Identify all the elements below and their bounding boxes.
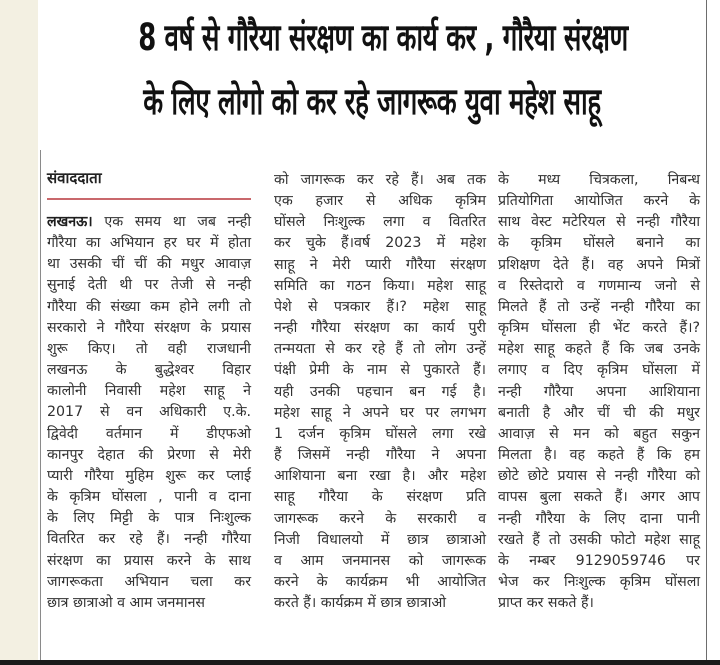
article-line: लगाए व दिए कृत्रिम घोंसला में bbox=[498, 362, 700, 379]
article-line: हैं जिसमें नन्ही गौरैया ने अपना bbox=[274, 447, 486, 464]
article-line: द्विवेदी वर्तमान में डीएफओ bbox=[47, 425, 251, 442]
headline-line-1: 8 वर्ष से गौरैया संरक्षण का कार्य कर , गौरैया संरक्षण bbox=[138, 16, 628, 59]
article-line: आवाज़ से मन को बहुत सकुन bbox=[498, 425, 700, 442]
article-line: था उसकी चीं चीं की मधुर आवाज़ bbox=[47, 256, 251, 273]
article-line bbox=[47, 212, 251, 233]
article-line: संरक्षण का प्रयास करने के साथ bbox=[47, 552, 251, 569]
article-line: कर चुके हैं।वर्ष 2023 में महेश bbox=[274, 235, 486, 252]
article-line: कालोनी निवासी महेश साहू ने bbox=[47, 383, 251, 400]
article-line: मिलता है। वह कहते हैं कि हम bbox=[498, 447, 700, 464]
headline-line-2: के लिए लोगो को कर रहे जागरूक युवा महेश साहू bbox=[143, 80, 601, 123]
article-line: व आम जनमानस को जागरूक bbox=[274, 552, 486, 569]
article-line: छात्र छात्राओ व आम जनमानस bbox=[47, 594, 206, 611]
article-line: लखनऊ के बुद्धेश्वर विहार bbox=[47, 362, 251, 379]
article-line: साहू ने मेरी प्यारी गौरैया संरक्षण bbox=[274, 256, 486, 273]
article-line: यही उनकी पहचान बन गई है। bbox=[274, 383, 486, 400]
article-line: के लिए मिट्टी के पात्र निःशुल्क bbox=[47, 510, 251, 527]
article-line: नन्ही गौरैया के लिए दाना पानी bbox=[498, 510, 700, 527]
article-line: कृत्रिम घोंसला ही भेंट करते हैं।? bbox=[498, 320, 700, 337]
page-margin-strip bbox=[0, 0, 38, 665]
article-line: पंक्षी प्रेमी के नाम से पुकारते हैं। bbox=[274, 362, 486, 379]
article-line: के कृत्रिम घोंसले बनाने का bbox=[498, 235, 700, 252]
dateline: लखनऊ। bbox=[47, 214, 93, 230]
article-line: व रिस्तेदारो व गणमान्य जनो से bbox=[498, 277, 700, 294]
article-line: 2017 से वन अधिकारी ए.के. bbox=[47, 404, 251, 421]
article-line: समिति का गठन किया। महेश साहू bbox=[274, 277, 486, 294]
article-line: के नम्बर 9129059746 पर bbox=[498, 552, 700, 569]
article-column-3 bbox=[498, 170, 700, 614]
article-line: को जागरूक कर रहे हैं। अब तक bbox=[274, 172, 486, 188]
article-column-1 bbox=[47, 212, 251, 614]
article-line: नन्ही गौरैया संरक्षण का कार्य पुरी bbox=[274, 320, 486, 337]
article-line: छोटे छोटे प्रयास से नन्ही गौरैया को bbox=[498, 468, 700, 485]
article-line: नन्ही गौरैया अपना आशियाना bbox=[498, 383, 700, 400]
byline: संवाददाता bbox=[47, 169, 102, 187]
article-line: जागरूक करने के सरकारी व bbox=[274, 510, 486, 527]
article-line: प्रशिक्षण देते हैं। वह अपने मित्रों bbox=[498, 256, 700, 273]
left-column-rule bbox=[40, 150, 41, 665]
article-line: घोंसले निःशुल्क लगा व वितरित bbox=[274, 214, 486, 231]
article-line: महेश साहू ने अपने घर पर लगभग bbox=[274, 404, 486, 421]
article-line: वापस बुला सकते हैं। अगर आप bbox=[498, 489, 700, 506]
article-line: एक हजार से अधिक कृत्रिम bbox=[274, 193, 486, 210]
article-line-text: एक समय था जब नन्ही bbox=[92, 214, 251, 230]
article-line: जागरूकता अभियान चला कर bbox=[47, 573, 251, 590]
bottom-edge bbox=[0, 660, 720, 665]
headline bbox=[38, 6, 706, 134]
article-line: महेश साहू कहते हैं कि जब उनके bbox=[498, 341, 700, 358]
article-column-2 bbox=[274, 170, 486, 614]
article-line: करते हैं। कार्यक्रम में छात्र छात्राओ bbox=[274, 595, 447, 612]
right-border-rule bbox=[706, 0, 707, 665]
byline-underline bbox=[47, 198, 251, 200]
article-line: तन्मयता से कर रहे हैं तो लोग उन्हें bbox=[274, 341, 486, 358]
article-line: करने के कार्यक्रम भी आयोजित bbox=[274, 573, 486, 590]
article-line: सरकारो ने गौरैया संरक्षण के प्रयास bbox=[47, 319, 251, 336]
article-line: निजी विधालयो में छात्र छात्राओ bbox=[274, 531, 486, 548]
article-line: पेशे से पत्रकार हैं।? महेश साहू bbox=[274, 298, 486, 315]
article-line: साहू गौरैया के संरक्षण प्रति bbox=[274, 489, 486, 506]
article-line: आशियाना बना रखा है। और महेश bbox=[274, 468, 486, 485]
article-line: मिलते हैं तो उन्हें नन्ही गौरैया का bbox=[498, 298, 700, 315]
article-line: बनाती है और चीं ची की मधुर bbox=[498, 404, 700, 421]
article-line: सुनाई देती थी पर तेजी से नन्ही bbox=[47, 277, 251, 294]
article-line: 1 दर्जन कृत्रिम घोंसले लगा रखे bbox=[274, 425, 486, 442]
article-line: गौरैया का अभियान हर घर में होता bbox=[47, 235, 251, 252]
article-line: वितरित कर रहे हैं। नन्ही गौरैया bbox=[47, 531, 251, 548]
article-line: गौरैया की संख्या कम होने लगी तो bbox=[47, 298, 251, 315]
article-line: भेज कर निःशुल्क कृत्रिम घोंसला bbox=[498, 573, 700, 590]
article-line: रखते हैं तो उसकी फोटो महेश साहू bbox=[498, 531, 700, 548]
article-line: शुरू किए। तो वही राजधानी bbox=[47, 340, 251, 357]
article-line: साथ वेस्ट मटेरियल से नन्ही गौरैया bbox=[498, 214, 700, 231]
article-line: प्राप्त कर सकते हैं। bbox=[498, 595, 594, 612]
article-line: प्यारी गौरैया मुहिम शुरू कर प्लाई bbox=[47, 467, 251, 484]
article-line: कानपुर देहात की प्रेरणा से मेरी bbox=[47, 446, 251, 463]
article-line: के मध्य चित्रकला, निबन्ध bbox=[498, 172, 700, 188]
article-line: प्रतियोगिता आयोजित करने के bbox=[498, 193, 700, 210]
article-line: के कृत्रिम घोंसला , पानी व दाना bbox=[47, 489, 251, 506]
